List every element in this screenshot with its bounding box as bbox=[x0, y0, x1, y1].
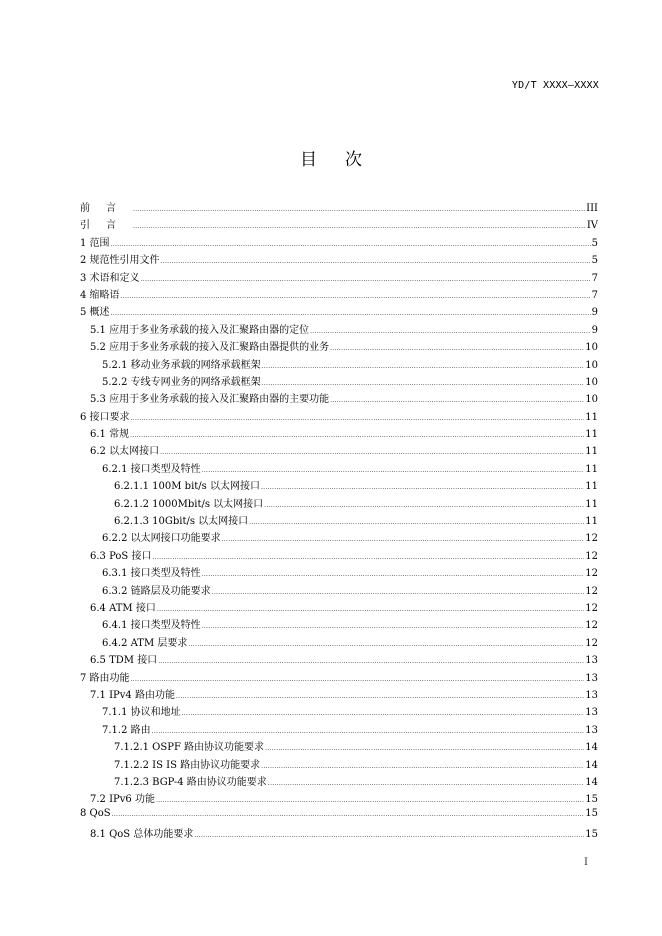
toc-entry-page: 15 bbox=[585, 829, 598, 841]
toc-entry[interactable] bbox=[80, 669, 598, 686]
toc-entry-page: 13 bbox=[585, 724, 598, 736]
toc-entry[interactable] bbox=[80, 686, 598, 703]
toc-entry-title: 7.1.1 协议和地址 bbox=[102, 707, 181, 719]
toc-entry-page: 7 bbox=[591, 289, 598, 301]
toc-entry[interactable] bbox=[80, 286, 598, 303]
toc-entry[interactable] bbox=[80, 373, 598, 390]
toc-entry-title: 5.3 应用于多业务承载的接入及汇聚路由器的主要功能 bbox=[90, 394, 330, 406]
toc-entry-title: 6.2.1.2 1000Mbit/s 以太网接口 bbox=[114, 498, 264, 510]
toc-entry-page: 15 bbox=[585, 794, 598, 806]
document-number: YD/T XXXX—XXXX bbox=[511, 80, 599, 91]
toc-leader-dots bbox=[152, 728, 585, 735]
toc-leader-dots bbox=[268, 780, 584, 787]
toc-entry-title: 6.4 ATM 接口 bbox=[90, 602, 156, 614]
toc-entry[interactable] bbox=[80, 825, 598, 842]
toc-entry-title: 5.2 应用于多业务承载的接入及汇聚路由器提供的业务 bbox=[90, 342, 330, 354]
toc-leader-dots bbox=[158, 658, 584, 665]
toc-entry-title: 5.2.2 专线专网业务的网络承载框架 bbox=[102, 376, 261, 388]
toc-entry-title: 6 接口要求 bbox=[80, 411, 130, 423]
toc-entry-page: 7 bbox=[591, 272, 598, 284]
toc-entry-page: 12 bbox=[585, 602, 598, 614]
toc-entry-page: 10 bbox=[585, 394, 598, 406]
page-number: I bbox=[584, 857, 588, 868]
toc-entry[interactable] bbox=[80, 477, 598, 494]
toc-entry[interactable] bbox=[80, 808, 598, 825]
toc-leader-dots bbox=[141, 276, 591, 283]
toc-entry-title: 8 QoS bbox=[80, 807, 111, 819]
toc-entry-page: 10 bbox=[585, 376, 598, 388]
toc-entry[interactable] bbox=[80, 303, 598, 320]
toc-entry-page: 12 bbox=[585, 533, 598, 545]
toc-entry-page: 11 bbox=[585, 498, 598, 510]
toc-leader-dots bbox=[212, 589, 585, 596]
toc-entry-page: III bbox=[586, 203, 598, 214]
toc-entry-title: 6.2.1.3 10Gbit/s 以太网接口 bbox=[114, 516, 249, 528]
toc-entry[interactable] bbox=[80, 529, 598, 546]
toc-entry[interactable] bbox=[80, 703, 598, 720]
toc-leader-dots bbox=[133, 223, 586, 230]
toc-entry-page: 11 bbox=[585, 481, 598, 493]
toc-entry[interactable] bbox=[80, 199, 598, 216]
toc-leader-dots bbox=[131, 676, 585, 683]
toc-leader-dots bbox=[202, 467, 585, 474]
toc-leader-dots bbox=[222, 536, 585, 543]
toc-entry-title: 7.1.2.1 OSPF 路由协议功能要求 bbox=[114, 742, 265, 754]
toc-entry-page: 5 bbox=[591, 237, 598, 249]
toc-entry-page: 11 bbox=[585, 411, 598, 423]
toc-leader-dots bbox=[194, 832, 584, 839]
toc-entry-title: 6.5 TDM 接口 bbox=[90, 655, 158, 667]
toc-entry-page: IV bbox=[586, 220, 598, 232]
toc-leader-dots bbox=[265, 745, 584, 752]
toc-entry[interactable] bbox=[80, 547, 598, 564]
toc-entry-title: 5.1 应用于多业务承载的接入及汇聚路由器的定位 bbox=[90, 324, 310, 336]
toc-entry-title: 6.2 以太网接口 bbox=[90, 446, 160, 458]
toc-entry-title: 1 范围 bbox=[80, 237, 110, 249]
toc-entry-title: 8.1 QoS 总体功能要求 bbox=[90, 829, 194, 841]
toc-entry[interactable] bbox=[80, 251, 598, 268]
toc-entry-title: 6.4.1 接口类型及特性 bbox=[102, 620, 201, 632]
toc-entry-title: 6.3.2 链路层及功能要求 bbox=[102, 585, 211, 597]
toc-leader-dots bbox=[112, 811, 585, 818]
toc-entry-title: 引言 bbox=[80, 220, 132, 232]
toc-leader-dots bbox=[157, 606, 584, 613]
toc-leader-dots bbox=[188, 641, 584, 648]
toc-leader-dots bbox=[133, 206, 585, 213]
toc-entry[interactable] bbox=[80, 425, 598, 442]
toc-entry[interactable] bbox=[80, 356, 598, 373]
toc-entry-title: 7.1 IPv4 路由功能 bbox=[90, 689, 175, 701]
toc-entry-title: 7 路由功能 bbox=[80, 672, 130, 684]
toc-entry-page: 5 bbox=[591, 255, 598, 267]
toc-entry-title: 前言 bbox=[80, 203, 132, 214]
toc-entry-page: 10 bbox=[585, 342, 598, 354]
toc-entry-page: 12 bbox=[585, 637, 598, 649]
toc-entry-title: 7.1.2.2 IS IS 路由协议功能要求 bbox=[114, 759, 261, 771]
toc-leader-dots bbox=[249, 519, 584, 526]
toc-entry-title: 5.2.1 移动业务承载的网络承载框架 bbox=[102, 359, 261, 371]
toc-entry-page: 12 bbox=[585, 620, 598, 632]
toc-entry-page: 9 bbox=[591, 307, 598, 319]
toc-entry-page: 15 bbox=[585, 807, 598, 819]
toc-leader-dots bbox=[152, 554, 584, 561]
toc-entry-page: 13 bbox=[585, 655, 598, 667]
toc-entry-title: 6.3.1 接口类型及特性 bbox=[102, 568, 201, 580]
toc-leader-dots bbox=[202, 571, 585, 578]
toc-entry-title: 5 概述 bbox=[80, 307, 110, 319]
toc-entry-title: 4 缩略语 bbox=[80, 289, 120, 301]
toc-leader-dots bbox=[130, 432, 584, 439]
toc-entry-page: 11 bbox=[585, 516, 598, 528]
toc-leader-dots bbox=[261, 763, 584, 770]
toc-leader-dots bbox=[261, 484, 584, 491]
toc-entry[interactable] bbox=[80, 460, 598, 477]
toc-entry-title: 6.2.1 接口类型及特性 bbox=[102, 463, 201, 475]
toc-entry-page: 12 bbox=[585, 550, 598, 562]
toc-entry-page: 9 bbox=[591, 324, 598, 336]
toc-leader-dots bbox=[176, 693, 584, 700]
toc-leader-dots bbox=[202, 623, 585, 630]
toc-leader-dots bbox=[262, 363, 585, 370]
toc-entry-title: 7.1.2.3 BGP-4 路由协议功能要求 bbox=[114, 776, 267, 788]
toc-leader-dots bbox=[156, 797, 584, 804]
toc-leader-dots bbox=[131, 415, 585, 422]
toc-leader-dots bbox=[182, 710, 585, 717]
toc-entry[interactable] bbox=[80, 321, 598, 338]
toc-entry-page: 11 bbox=[585, 446, 598, 458]
toc-entry-page: 12 bbox=[585, 568, 598, 580]
toc-entry-page: 13 bbox=[585, 672, 598, 684]
toc-entry-title: 7.1.2 路由 bbox=[102, 724, 151, 736]
toc-entry[interactable] bbox=[80, 651, 598, 668]
toc-entry[interactable] bbox=[80, 616, 598, 633]
toc-entry-page: 11 bbox=[585, 463, 598, 475]
toc-entry-page: 13 bbox=[585, 707, 598, 719]
toc-entry[interactable] bbox=[80, 790, 598, 807]
toc-entry[interactable] bbox=[80, 738, 598, 755]
toc-leader-dots bbox=[111, 241, 591, 248]
toc-entry-page: 10 bbox=[585, 359, 598, 371]
toc-entry[interactable] bbox=[80, 495, 598, 512]
toc-leader-dots bbox=[262, 380, 585, 387]
toc-entry[interactable] bbox=[80, 408, 598, 425]
toc-leader-dots bbox=[264, 502, 584, 509]
toc-entry[interactable] bbox=[80, 721, 598, 738]
toc-leader-dots bbox=[330, 345, 584, 352]
toc-entry-title: 2 规范性引用文件 bbox=[80, 255, 160, 267]
toc-entry[interactable] bbox=[80, 234, 598, 251]
toc-entry[interactable] bbox=[80, 564, 598, 581]
toc-entry-page: 14 bbox=[585, 742, 598, 754]
toc-leader-dots bbox=[330, 397, 584, 404]
toc-leader-dots bbox=[161, 258, 591, 265]
toc-entry[interactable] bbox=[80, 442, 598, 459]
toc-leader-dots bbox=[160, 449, 584, 456]
toc-entry[interactable] bbox=[80, 634, 598, 651]
toc-entry[interactable] bbox=[80, 773, 598, 790]
toc-entry-page: 13 bbox=[585, 689, 598, 701]
toc-entry[interactable] bbox=[80, 390, 598, 407]
toc-entry-title: 3 术语和定义 bbox=[80, 272, 140, 284]
toc-entry-title: 6.2.2 以太网接口功能要求 bbox=[102, 533, 221, 545]
toc-leader-dots bbox=[310, 328, 591, 335]
toc-entry-page: 14 bbox=[585, 759, 598, 771]
toc-entry-page: 14 bbox=[585, 776, 598, 788]
table-of-contents bbox=[80, 199, 598, 842]
toc-entry[interactable] bbox=[80, 269, 598, 286]
toc-leader-dots bbox=[111, 310, 591, 317]
toc-entry-title: 6.4.2 ATM 层要求 bbox=[102, 637, 188, 649]
toc-entry-title: 6.3 PoS 接口 bbox=[90, 550, 152, 562]
toc-entry-page: 12 bbox=[585, 585, 598, 597]
toc-entry-title: 6.2.1.1 100M bit/s 以太网接口 bbox=[114, 481, 260, 493]
toc-leader-dots bbox=[121, 293, 591, 300]
toc-entry[interactable] bbox=[80, 512, 598, 529]
toc-entry[interactable] bbox=[80, 599, 598, 616]
page-title: 目次 bbox=[300, 150, 390, 170]
toc-entry-title: 6.1 常规 bbox=[90, 429, 130, 441]
toc-entry[interactable] bbox=[80, 756, 598, 773]
toc-entry[interactable] bbox=[80, 338, 598, 355]
toc-entry-title: 7.2 IPv6 功能 bbox=[90, 794, 155, 806]
toc-entry-page: 11 bbox=[585, 429, 598, 441]
toc-entry[interactable] bbox=[80, 582, 598, 599]
toc-entry[interactable] bbox=[80, 216, 598, 233]
